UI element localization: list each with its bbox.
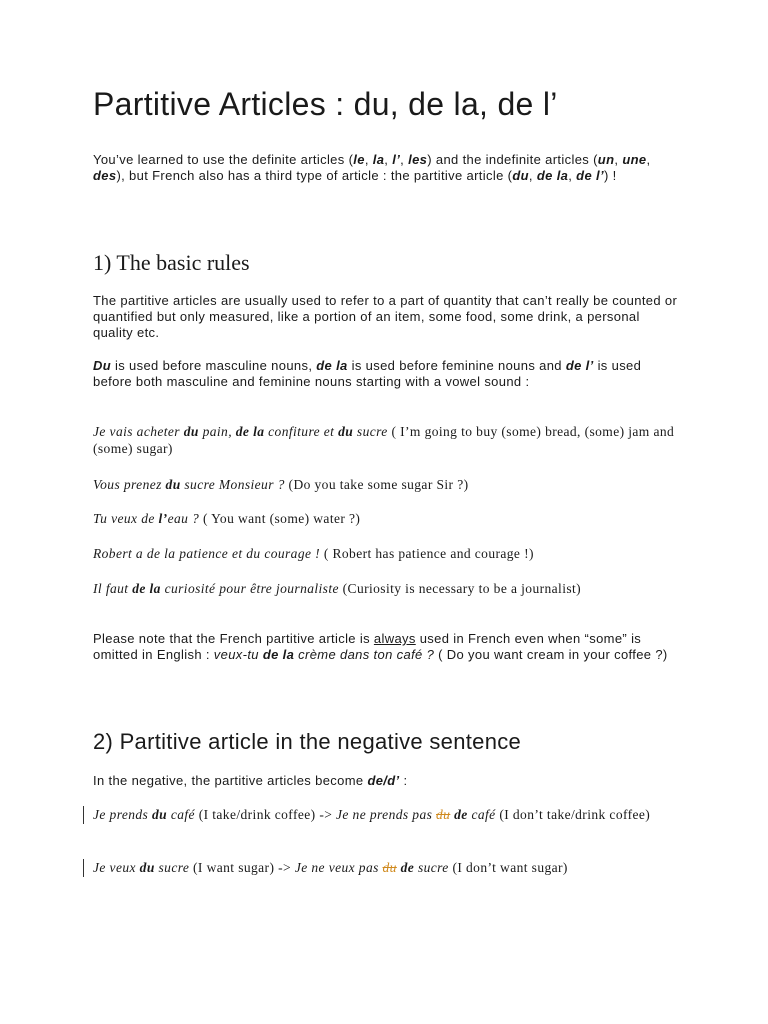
section2-heading: 2) Partitive article in the negative sentence [93,729,522,754]
margin-change-bar [83,859,84,877]
example-1: Je vais acheter du pain, de la confiture et du sucre ( I’m going to buy (some) bread, (some) jam and (some) sugar) [93,424,675,456]
note-paragraph: Please note that the French partitive article is always used in French even when “some” is omitted in English : veux-tu de la crème dans ton café ? ( Do you want cream in your coffee ?) [93,631,668,662]
strikethrough-du: du [436,807,451,822]
example-2: Vous prenez du sucre Monsieur ? (Do you take some sugar Sir ?) [93,477,469,492]
margin-change-bar [83,806,84,824]
intro-paragraph: You’ve learned to use the definite articles (le, la, l’, les) and the indefinite articles (un, une, des), but French also has a third type of article : the partitive article (du, de la, de l’) ! [93,152,651,183]
example-3: Tu veux de l’eau ? ( You want (some) water ?) [93,511,361,526]
negative-example-2: Je veux du sucre (I want sugar) -> Je ne veux pas du de sucre (I don’t want sugar) [93,860,568,875]
usage-paragraph: Du is used before masculine nouns, de la is used before feminine nouns and de l’ is used before both masculine and feminine nouns starting with a vowel sound : [93,358,642,389]
example-4: Robert a de la patience et du courage ! ( Robert has patience and courage !) [93,546,534,561]
negative-intro: In the negative, the partitive articles become de/d’ : [93,773,408,788]
example-5: Il faut de la curiosité pour être journaliste (Curiosity is necessary to be a journalist) [93,581,582,596]
negative-example-1: Je prends du café (I take/drink coffee) -> Je ne prends pas du de café (I don’t take/drink coffee) [93,807,651,822]
rules-paragraph: The partitive articles are usually used to refer to a part of quantity that can’t really be counted or quantified but only measured, like a portion of an item, some food, some drink, a personal quality etc. [93,293,678,340]
strikethrough-du: du [382,860,397,875]
section1-heading: 1) The basic rules [93,250,250,275]
page-title: Partitive Articles : du, de la, de l’ [93,86,558,122]
